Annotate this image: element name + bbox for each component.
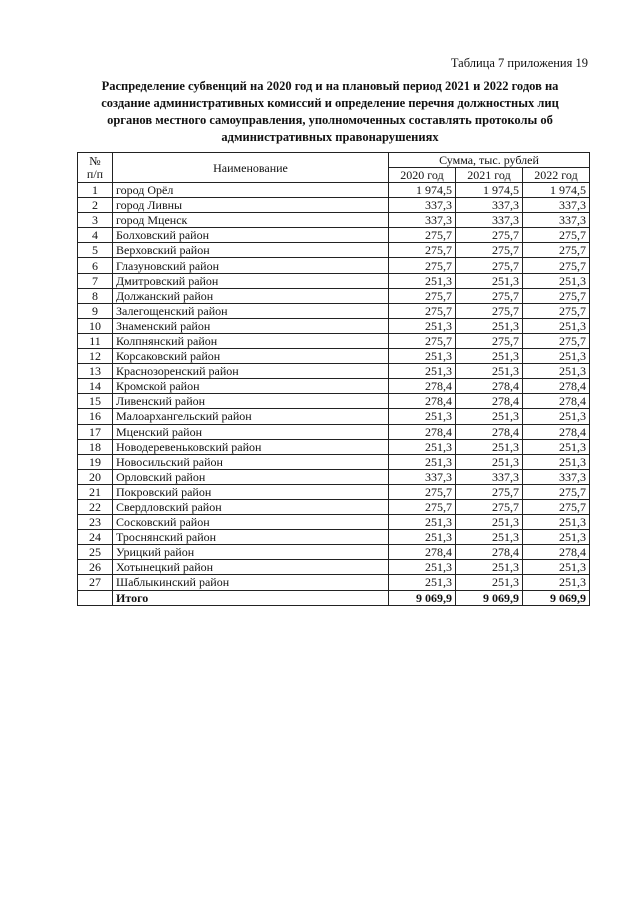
- total-row: [78, 590, 590, 605]
- table-row: [78, 484, 590, 499]
- row-value-2022: 251,3: [523, 409, 590, 424]
- row-value-2022: 275,7: [523, 303, 590, 318]
- row-value-2020: 251,3: [389, 575, 456, 590]
- row-name: Урицкий район: [113, 545, 389, 560]
- row-name: Новодеревеньковский район: [113, 439, 389, 454]
- row-value-2020: 275,7: [389, 484, 456, 499]
- row-value-2022: 275,7: [523, 333, 590, 348]
- row-value-2022: 275,7: [523, 288, 590, 303]
- row-name: Верховский район: [113, 243, 389, 258]
- row-value-2021: 337,3: [456, 213, 523, 228]
- row-value-2021: 251,3: [456, 575, 523, 590]
- row-name: Шаблыкинский район: [113, 575, 389, 590]
- row-name: город Орёл: [113, 183, 389, 198]
- row-name: Троснянский район: [113, 530, 389, 545]
- row-value-2021: 337,3: [456, 469, 523, 484]
- table-row: [78, 183, 590, 198]
- row-value-2021: 275,7: [456, 484, 523, 499]
- row-name: Покровский район: [113, 484, 389, 499]
- row-value-2021: 275,7: [456, 499, 523, 514]
- row-value-2021: 251,3: [456, 515, 523, 530]
- row-number: 19: [78, 454, 113, 469]
- table-row: [78, 333, 590, 348]
- row-number: 3: [78, 213, 113, 228]
- table-row: [78, 560, 590, 575]
- row-name: Должанский район: [113, 288, 389, 303]
- row-value-2020: 251,3: [389, 454, 456, 469]
- document-title: [80, 78, 580, 146]
- header-sum: Сумма, тыс. рублей: [389, 153, 590, 168]
- row-value-2020: 251,3: [389, 409, 456, 424]
- row-number: 13: [78, 364, 113, 379]
- header-name: Наименование: [113, 153, 389, 183]
- row-name: Ливенский район: [113, 394, 389, 409]
- row-value-2020: 251,3: [389, 560, 456, 575]
- row-value-2022: 278,4: [523, 379, 590, 394]
- row-number: 12: [78, 349, 113, 364]
- row-value-2021: 251,3: [456, 364, 523, 379]
- row-number: 8: [78, 288, 113, 303]
- row-value-2021: 251,3: [456, 530, 523, 545]
- row-value-2020: 251,3: [389, 439, 456, 454]
- total-value-2021: 9 069,9: [456, 590, 523, 605]
- row-name: город Мценск: [113, 213, 389, 228]
- row-number: 11: [78, 333, 113, 348]
- row-value-2022: 337,3: [523, 198, 590, 213]
- table-row: [78, 499, 590, 514]
- row-name: город Ливны: [113, 198, 389, 213]
- table-body: [78, 183, 590, 606]
- table-row: [78, 198, 590, 213]
- row-name: Глазуновский район: [113, 258, 389, 273]
- table-row: [78, 349, 590, 364]
- row-number: 23: [78, 515, 113, 530]
- row-value-2022: 1 974,5: [523, 183, 590, 198]
- table-row: [78, 379, 590, 394]
- row-value-2021: 275,7: [456, 288, 523, 303]
- table-row: [78, 364, 590, 379]
- row-value-2020: 251,3: [389, 530, 456, 545]
- row-value-2021: 251,3: [456, 439, 523, 454]
- row-value-2020: 275,7: [389, 228, 456, 243]
- row-number: 24: [78, 530, 113, 545]
- table-row: [78, 228, 590, 243]
- row-number: 7: [78, 273, 113, 288]
- row-number: 17: [78, 424, 113, 439]
- subsidy-table: [77, 152, 590, 606]
- row-name: Малоархангельский район: [113, 409, 389, 424]
- row-name: Кромской район: [113, 379, 389, 394]
- table-row: [78, 575, 590, 590]
- row-value-2021: 251,3: [456, 454, 523, 469]
- row-number: 6: [78, 258, 113, 273]
- header-num: № п/п: [78, 153, 113, 183]
- row-value-2020: 278,4: [389, 545, 456, 560]
- title-line: органов местного самоуправления, уполномоченных составлять протоколы об: [107, 113, 553, 127]
- row-number: 16: [78, 409, 113, 424]
- row-value-2020: 251,3: [389, 349, 456, 364]
- table-row: [78, 424, 590, 439]
- row-value-2022: 251,3: [523, 364, 590, 379]
- row-name: Сосковский район: [113, 515, 389, 530]
- row-value-2021: 278,4: [456, 394, 523, 409]
- row-value-2021: 275,7: [456, 303, 523, 318]
- table-row: [78, 318, 590, 333]
- header-year-2020: 2020 год: [389, 168, 456, 183]
- table-row: [78, 213, 590, 228]
- row-value-2021: 337,3: [456, 198, 523, 213]
- row-value-2022: 275,7: [523, 499, 590, 514]
- row-value-2022: 278,4: [523, 424, 590, 439]
- row-value-2022: 251,3: [523, 454, 590, 469]
- row-name: Краснозоренский район: [113, 364, 389, 379]
- row-name: Залегощенский район: [113, 303, 389, 318]
- row-value-2020: 278,4: [389, 379, 456, 394]
- table-row: [78, 288, 590, 303]
- row-name: Новосильский район: [113, 454, 389, 469]
- row-name: Дмитровский район: [113, 273, 389, 288]
- row-value-2022: 278,4: [523, 394, 590, 409]
- row-value-2020: 251,3: [389, 273, 456, 288]
- row-value-2021: 278,4: [456, 424, 523, 439]
- total-value-2020: 9 069,9: [389, 590, 456, 605]
- row-value-2021: 275,7: [456, 243, 523, 258]
- row-value-2022: 337,3: [523, 213, 590, 228]
- row-number: 18: [78, 439, 113, 454]
- row-value-2021: 251,3: [456, 349, 523, 364]
- row-value-2022: 251,3: [523, 439, 590, 454]
- total-number: [78, 590, 113, 605]
- row-name: Свердловский район: [113, 499, 389, 514]
- row-value-2021: 275,7: [456, 258, 523, 273]
- row-number: 4: [78, 228, 113, 243]
- row-number: 10: [78, 318, 113, 333]
- row-value-2021: 1 974,5: [456, 183, 523, 198]
- total-value-2022: 9 069,9: [523, 590, 590, 605]
- table-row: [78, 303, 590, 318]
- row-number: 1: [78, 183, 113, 198]
- row-value-2021: 275,7: [456, 333, 523, 348]
- row-value-2020: 337,3: [389, 469, 456, 484]
- table-row: [78, 273, 590, 288]
- row-value-2020: 251,3: [389, 364, 456, 379]
- header-year-2022: 2022 год: [523, 168, 590, 183]
- total-label: Итого: [113, 590, 389, 605]
- row-value-2022: 278,4: [523, 545, 590, 560]
- table-row: [78, 409, 590, 424]
- row-name: Знаменский район: [113, 318, 389, 333]
- table-row: [78, 469, 590, 484]
- table-row: [78, 394, 590, 409]
- row-value-2020: 275,7: [389, 258, 456, 273]
- table-row: [78, 515, 590, 530]
- row-value-2020: 1 974,5: [389, 183, 456, 198]
- row-value-2020: 275,7: [389, 499, 456, 514]
- title-line: создание административных комиссий и определение перечня должностных лиц: [101, 96, 559, 110]
- header-year-2021: 2021 год: [456, 168, 523, 183]
- row-value-2020: 275,7: [389, 333, 456, 348]
- row-number: 26: [78, 560, 113, 575]
- row-value-2021: 278,4: [456, 545, 523, 560]
- row-value-2020: 337,3: [389, 213, 456, 228]
- title-line: Распределение субвенций на 2020 год и на плановый период 2021 и 2022 годов на: [101, 79, 559, 93]
- row-number: 2: [78, 198, 113, 213]
- row-value-2022: 275,7: [523, 228, 590, 243]
- row-name: Орловский район: [113, 469, 389, 484]
- table-row: [78, 454, 590, 469]
- row-value-2022: 251,3: [523, 318, 590, 333]
- row-value-2021: 275,7: [456, 228, 523, 243]
- table-row: [78, 258, 590, 273]
- row-value-2020: 275,7: [389, 303, 456, 318]
- row-value-2021: 251,3: [456, 318, 523, 333]
- row-value-2022: 275,7: [523, 243, 590, 258]
- row-number: 14: [78, 379, 113, 394]
- row-value-2022: 251,3: [523, 349, 590, 364]
- row-value-2020: 278,4: [389, 394, 456, 409]
- row-number: 25: [78, 545, 113, 560]
- row-value-2022: 251,3: [523, 575, 590, 590]
- row-value-2022: 251,3: [523, 530, 590, 545]
- row-value-2020: 275,7: [389, 288, 456, 303]
- table-row: [78, 439, 590, 454]
- row-name: Колпнянский район: [113, 333, 389, 348]
- row-number: 20: [78, 469, 113, 484]
- row-value-2022: 275,7: [523, 258, 590, 273]
- row-value-2020: 278,4: [389, 424, 456, 439]
- row-value-2021: 278,4: [456, 379, 523, 394]
- row-name: Болховский район: [113, 228, 389, 243]
- row-name: Мценский район: [113, 424, 389, 439]
- row-value-2022: 337,3: [523, 469, 590, 484]
- row-name: Корсаковский район: [113, 349, 389, 364]
- table-row: [78, 243, 590, 258]
- row-value-2022: 251,3: [523, 273, 590, 288]
- table-row: [78, 530, 590, 545]
- row-value-2020: 337,3: [389, 198, 456, 213]
- row-value-2021: 251,3: [456, 560, 523, 575]
- row-value-2021: 251,3: [456, 409, 523, 424]
- row-value-2020: 251,3: [389, 515, 456, 530]
- row-number: 21: [78, 484, 113, 499]
- title-line: административных правонарушениях: [221, 130, 439, 144]
- row-value-2020: 275,7: [389, 243, 456, 258]
- row-number: 22: [78, 499, 113, 514]
- row-value-2022: 251,3: [523, 515, 590, 530]
- row-value-2021: 251,3: [456, 273, 523, 288]
- row-name: Хотынецкий район: [113, 560, 389, 575]
- row-value-2020: 251,3: [389, 318, 456, 333]
- table-header-row: [78, 153, 590, 168]
- table-caption: Таблица 7 приложения 19: [450, 56, 588, 70]
- row-number: 15: [78, 394, 113, 409]
- row-value-2022: 275,7: [523, 484, 590, 499]
- row-number: 9: [78, 303, 113, 318]
- row-value-2022: 251,3: [523, 560, 590, 575]
- table-row: [78, 545, 590, 560]
- row-number: 27: [78, 575, 113, 590]
- row-number: 5: [78, 243, 113, 258]
